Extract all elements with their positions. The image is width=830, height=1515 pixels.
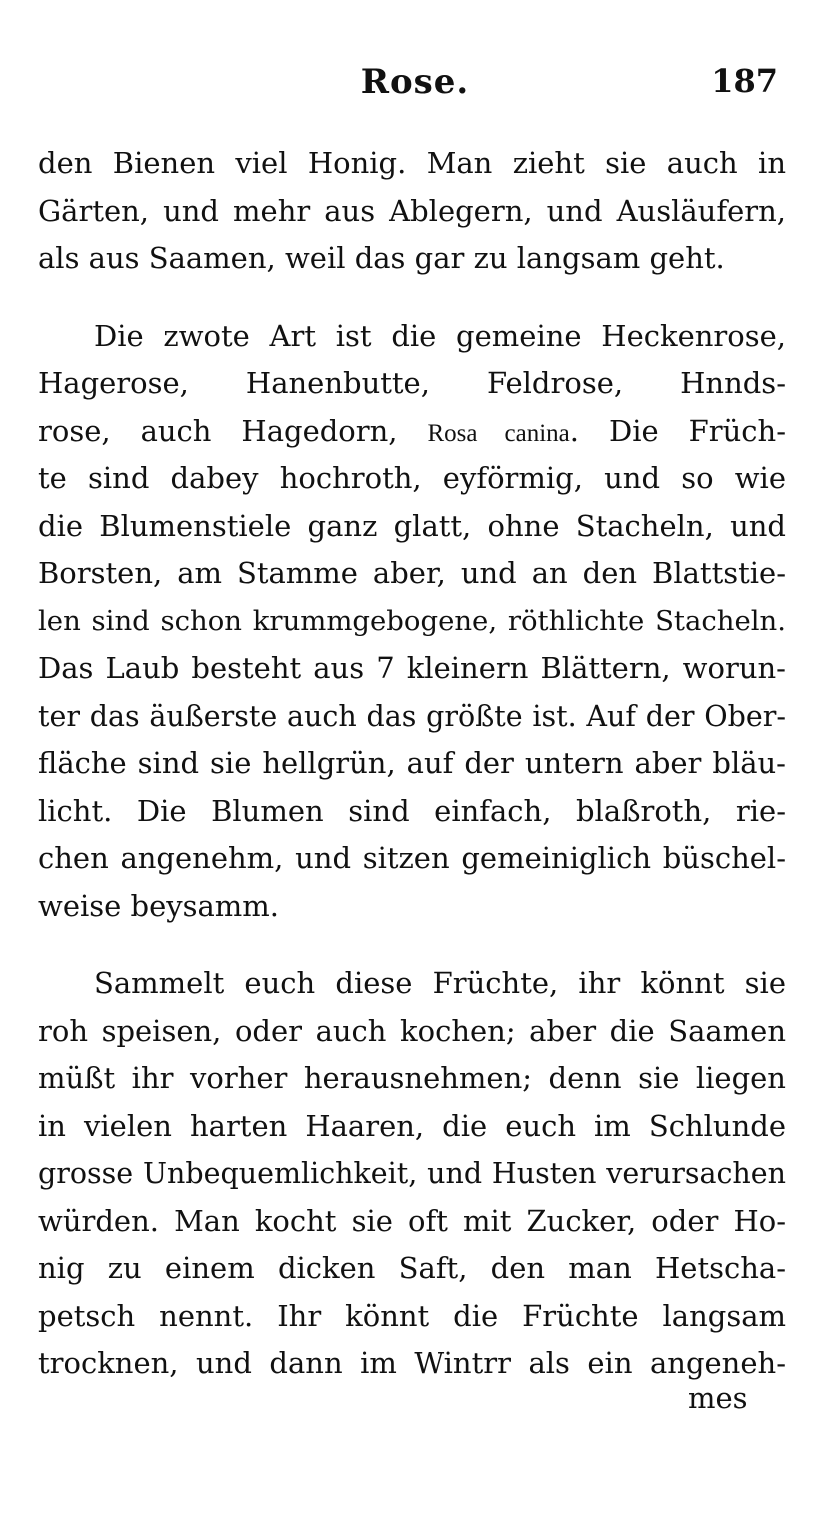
text-line: Gärten, und mehr aus Ablegern, und Ausläufern, xyxy=(38,193,786,228)
text-line: in vielen harten Haaren, die euch im Schlunde xyxy=(38,1108,786,1143)
text-line: würden. Man kocht sie oft mit Zucker, oder Ho- xyxy=(38,1203,786,1238)
text-line: grosse Unbequemlichkeit, und Husten verursachen xyxy=(38,1157,786,1190)
text-line: Die zwote Art ist die gemeine Heckenrose, xyxy=(94,318,786,353)
latin-species-name: Rosa canina xyxy=(427,419,570,447)
body-text xyxy=(38,140,786,1388)
text-line: petsch nennt. Ihr könnt die Früchte langsam xyxy=(38,1298,786,1333)
text-line: Sammelt euch diese Früchte, ihr könnt sie xyxy=(94,966,786,1000)
text-line: Borsten, am Stamme aber, und an den Blattstie- xyxy=(38,556,786,590)
text-line: die Blumenstiele ganz glatt, ohne Stacheln, und xyxy=(38,508,786,543)
text-segment: . Die Früch- xyxy=(569,413,786,448)
paragraph-gap xyxy=(38,283,786,313)
text-segment: rose, auch Hagedorn, xyxy=(38,413,428,448)
paragraph-2 xyxy=(38,313,786,931)
page-title: Rose. xyxy=(360,62,470,102)
text-line: Das Laub besteht aus 7 kleinern Blättern, worun- xyxy=(38,651,786,685)
text-line: chen angenehm, und sitzen gemeiniglich büschel- xyxy=(38,841,786,875)
text-line: licht. Die Blumen sind einfach, blaßroth, rie- xyxy=(38,793,786,828)
text-line: ter das äußerste auch das größte ist. Auf der Ober- xyxy=(38,699,786,733)
text-line: nig zu einem dicken Saft, den man Hetscha- xyxy=(38,1251,786,1285)
page-number: 187 xyxy=(711,62,778,100)
text-line: weise beysamm. xyxy=(38,888,280,923)
text-line: fläche sind sie hellgrün, auf der untern aber bläu- xyxy=(38,746,786,780)
text-line: roh speisen, oder auch kochen; aber die Saamen xyxy=(38,1013,786,1048)
catchword: mes xyxy=(688,1381,748,1415)
text-line: len sind schon krummgebogene, röthlichte Stacheln. xyxy=(38,604,786,637)
text-line: als aus Saamen, weil das gar zu langsam geht. xyxy=(38,241,725,275)
text-line: te sind dabey hochroth, eyförmig, und so wie xyxy=(38,461,786,495)
text-line: Hagerose, Hanenbutte, Feldrose, Hnnds- xyxy=(38,366,786,400)
text-line: den Bienen viel Honig. Man zieht sie auch in xyxy=(38,146,786,180)
text-line: trocknen, und dann im Wintrr als ein angeneh- xyxy=(38,1346,786,1380)
text-line: müßt ihr vorher herausnehmen; denn sie liegen xyxy=(38,1061,786,1095)
paragraph-3 xyxy=(38,960,786,1388)
text-line xyxy=(38,408,786,456)
paragraph-1 xyxy=(38,140,786,283)
paragraph-gap xyxy=(38,930,786,960)
running-head xyxy=(0,62,830,112)
